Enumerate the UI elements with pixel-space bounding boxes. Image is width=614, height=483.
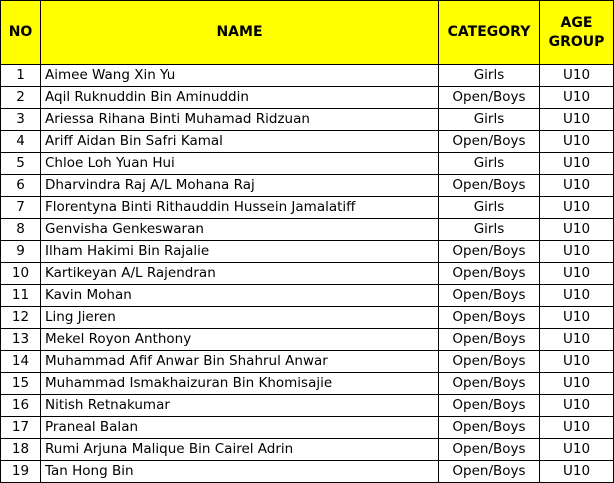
participant-category: Girls	[439, 109, 540, 131]
participant-name: Ling Jieren	[41, 307, 439, 329]
participant-age-group: U10	[540, 197, 614, 219]
participant-category: Open/Boys	[439, 87, 540, 109]
participant-category: Open/Boys	[439, 241, 540, 263]
table-row	[1, 439, 614, 461]
age-group-header-line2: GROUP	[548, 33, 605, 50]
participant-age-group: U10	[540, 153, 614, 175]
table-row	[1, 219, 614, 241]
table-row	[1, 373, 614, 395]
table-row	[1, 109, 614, 131]
table-row	[1, 285, 614, 307]
row-number: 17	[1, 417, 41, 439]
table-row	[1, 329, 614, 351]
participant-name: Aimee Wang Xin Yu	[41, 65, 439, 87]
column-header-name: NAME	[41, 1, 439, 65]
table-row	[1, 395, 614, 417]
participant-age-group: U10	[540, 373, 614, 395]
participant-category: Girls	[439, 65, 540, 87]
participant-name: Ariff Aidan Bin Safri Kamal	[41, 131, 439, 153]
participant-age-group: U10	[540, 131, 614, 153]
table-row	[1, 263, 614, 285]
participant-name: Kartikeyan A/L Rajendran	[41, 263, 439, 285]
participant-category: Girls	[439, 153, 540, 175]
participant-category: Girls	[439, 219, 540, 241]
participant-category: Open/Boys	[439, 175, 540, 197]
table-row	[1, 131, 614, 153]
row-number: 6	[1, 175, 41, 197]
table-row	[1, 87, 614, 109]
row-number: 13	[1, 329, 41, 351]
participant-age-group: U10	[540, 65, 614, 87]
participant-name: Muhammad Ismakhaizuran Bin Khomisajie	[41, 373, 439, 395]
row-number: 7	[1, 197, 41, 219]
participant-category: Open/Boys	[439, 285, 540, 307]
participant-category: Girls	[439, 197, 540, 219]
participant-name: Chloe Loh Yuan Hui	[41, 153, 439, 175]
row-number: 3	[1, 109, 41, 131]
participant-age-group: U10	[540, 263, 614, 285]
participant-name: Aqil Ruknuddin Bin Aminuddin	[41, 87, 439, 109]
table-row	[1, 307, 614, 329]
participant-name: Mekel Royon Anthony	[41, 329, 439, 351]
table-row	[1, 65, 614, 87]
participant-age-group: U10	[540, 439, 614, 461]
row-number: 1	[1, 65, 41, 87]
row-number: 5	[1, 153, 41, 175]
participant-category: Open/Boys	[439, 461, 540, 483]
row-number: 2	[1, 87, 41, 109]
participant-category: Open/Boys	[439, 263, 540, 285]
table-row	[1, 197, 614, 219]
participant-age-group: U10	[540, 329, 614, 351]
participant-name: Rumi Arjuna Malique Bin Cairel Adrin	[41, 439, 439, 461]
participant-age-group: U10	[540, 461, 614, 483]
participant-name: Muhammad Afif Anwar Bin Shahrul Anwar	[41, 351, 439, 373]
table-row	[1, 175, 614, 197]
participant-age-group: U10	[540, 351, 614, 373]
participant-category: Open/Boys	[439, 131, 540, 153]
row-number: 18	[1, 439, 41, 461]
row-number: 16	[1, 395, 41, 417]
participant-name: Nitish Retnakumar	[41, 395, 439, 417]
participant-age-group: U10	[540, 395, 614, 417]
participant-age-group: U10	[540, 417, 614, 439]
column-header-category: CATEGORY	[439, 1, 540, 65]
table-header	[1, 1, 614, 65]
table-row	[1, 461, 614, 483]
participant-age-group: U10	[540, 219, 614, 241]
row-number: 15	[1, 373, 41, 395]
participant-name: Tan Hong Bin	[41, 461, 439, 483]
participant-category: Open/Boys	[439, 307, 540, 329]
participant-category: Open/Boys	[439, 329, 540, 351]
column-header-age-group	[540, 1, 614, 65]
table-row	[1, 241, 614, 263]
row-number: 4	[1, 131, 41, 153]
participant-age-group: U10	[540, 307, 614, 329]
table-row	[1, 417, 614, 439]
participant-category: Open/Boys	[439, 417, 540, 439]
table-row	[1, 351, 614, 373]
header-row	[1, 1, 614, 65]
row-number: 14	[1, 351, 41, 373]
participant-name: Kavin Mohan	[41, 285, 439, 307]
participant-name: Dharvindra Raj A/L Mohana Raj	[41, 175, 439, 197]
participant-name: Ilham Hakimi Bin Rajalie	[41, 241, 439, 263]
participant-category: Open/Boys	[439, 439, 540, 461]
participant-age-group: U10	[540, 109, 614, 131]
participant-age-group: U10	[540, 87, 614, 109]
row-number: 11	[1, 285, 41, 307]
participant-age-group: U10	[540, 241, 614, 263]
participant-name: Florentyna Binti Rithauddin Hussein Jamalatiff	[41, 197, 439, 219]
row-number: 10	[1, 263, 41, 285]
participant-category: Open/Boys	[439, 373, 540, 395]
row-number: 12	[1, 307, 41, 329]
participant-category: Open/Boys	[439, 351, 540, 373]
participant-name: Praneal Balan	[41, 417, 439, 439]
participant-name: Ariessa Rihana Binti Muhamad Ridzuan	[41, 109, 439, 131]
table-row	[1, 153, 614, 175]
age-group-header-line1: AGE	[560, 14, 593, 31]
row-number: 9	[1, 241, 41, 263]
participant-age-group: U10	[540, 285, 614, 307]
participant-age-group: U10	[540, 175, 614, 197]
row-number: 19	[1, 461, 41, 483]
column-header-no: NO	[1, 1, 41, 65]
row-number: 8	[1, 219, 41, 241]
participant-category: Open/Boys	[439, 395, 540, 417]
table-body	[1, 65, 614, 483]
participant-name: Genvisha Genkeswaran	[41, 219, 439, 241]
